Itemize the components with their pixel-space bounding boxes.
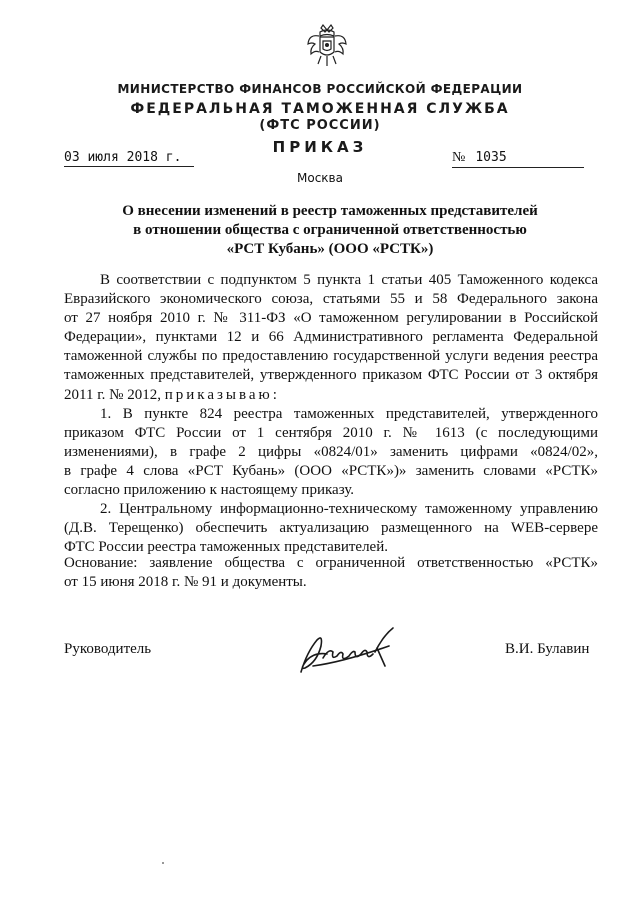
ministry-heading: МИНИСТЕРСТВО ФИНАНСОВ РОССИЙСКОЙ ФЕДЕРАЦИИ <box>117 82 523 96</box>
order-number-field <box>452 150 584 168</box>
item2-line: (Д.В. Терещенко) обеспечить актуализацию размещенного на WEB-сервере <box>64 520 598 537</box>
item1-line: изменениями), в графе 2 цифры «0824/01» заменить цифрами «0824/02», <box>64 443 598 460</box>
handwritten-signature <box>293 622 401 682</box>
title-line: О внесении изменений в реестр таможенных представителей <box>122 203 538 219</box>
order-word: приказываю: <box>164 386 280 403</box>
basis-block <box>64 554 598 592</box>
signatory-role: Руководитель <box>64 641 152 657</box>
order-number: 1035 <box>475 150 507 165</box>
body-line: Федерации», пунктами 12 и 66 Административного регламента Федеральной <box>64 329 598 346</box>
body-line: от 27 ноября 2010 г. № 311-ФЗ «О таможенном регулировании в Российской <box>64 310 598 327</box>
item1-line: в графе 4 слова «РСТ Кубань» (ООО «РСТК»)» заменить словами «РСТК» <box>64 462 598 479</box>
title-line: в отношении общества с ограниченной ответственностью <box>133 222 527 238</box>
body-line: Евразийского экономического союза, статьями 55 и 58 Федерального закона <box>64 291 598 308</box>
basis-line: Основание: заявление общества с ограниченной ответственностью «РСТК» <box>64 555 598 571</box>
item1-line: согласно приложению к настоящему приказу. <box>64 482 355 499</box>
item1-line: приказом ФТС России от 1 сентября 2010 г. № 1613 (с последующими <box>64 424 598 441</box>
document-type: ПРИКАЗ <box>272 138 368 156</box>
document-title <box>80 202 580 259</box>
intro-last: 2011 г. № 2012, <box>64 386 161 403</box>
coat-of-arms-emblem <box>306 22 348 70</box>
body-line <box>64 386 598 405</box>
order-date: 03 июля 2018 г. <box>64 150 194 167</box>
document-body <box>64 271 598 557</box>
signatory-name: В.И. Булавин <box>505 641 590 657</box>
item2-line: ФТС России реестра таможенных представителей. <box>64 539 388 556</box>
number-sign: № <box>452 150 466 165</box>
service-abbreviation: (ФТС РОССИИ) <box>259 118 381 133</box>
basis-line: от 15 июня 2018 г. № 91 и документы. <box>64 574 307 591</box>
service-heading: ФЕДЕРАЛЬНАЯ ТАМОЖЕННАЯ СЛУЖБА <box>130 101 510 117</box>
item1-line: 1. В пункте 824 реестра таможенных представителей, утвержденного <box>100 405 598 422</box>
scan-speck <box>162 862 164 864</box>
body-line: В соответствии с подпунктом 5 пункта 1 статьи 405 Таможенного кодекса <box>100 272 598 288</box>
item2-line: 2. Центральному информационно-техническому таможенному управлению <box>100 501 598 518</box>
body-line: таможенной службы по предоставлению государственной услуги ведения реестра <box>64 348 598 365</box>
body-line: таможенных представителей, утвержденного приказом ФТС России от 3 октября <box>64 367 598 384</box>
title-line: «РСТ Кубань» (ООО «РСТК») <box>226 241 434 257</box>
city: Москва <box>297 171 343 185</box>
